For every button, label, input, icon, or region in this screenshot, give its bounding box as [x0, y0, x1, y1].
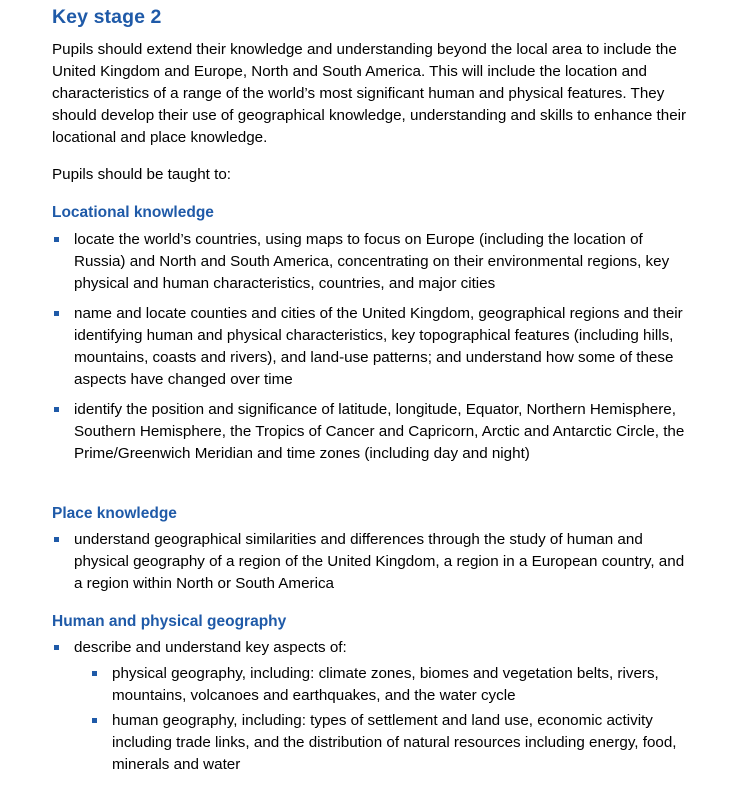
list-item-text: describe and understand key aspects of: [74, 639, 347, 656]
sub-list-item [90, 663, 702, 707]
list-item [52, 637, 692, 776]
square-bullet-icon [54, 537, 59, 542]
list-item [52, 303, 692, 391]
list-item [52, 529, 692, 595]
square-bullet-icon [54, 645, 59, 650]
list-item-text: locate the world’s countries, using maps to focus on Europe (including the location of Russia) and North and South America, concentrating on their environmental regions, key physical and human characteristics, countries, and major cities [74, 231, 670, 292]
list-item-text: name and locate counties and cities of the United Kingdom, geographical regions and their identifying human and physical characteristics, key topographical features (including hills, mountains, coasts and rivers), and land-use patterns; and understand how some of these aspects have changed over time [74, 305, 683, 388]
square-bullet-icon [92, 671, 97, 676]
taught-paragraph: Pupils should be taught to: [52, 166, 232, 183]
list-item-text: understand geographical similarities and differences through the study of human and physical geography of a region of the United Kingdom, a region in a European country, and a region within North or South America [74, 531, 685, 592]
list-item-text: identify the position and significance of latitude, longitude, Equator, Northern Hemisphere, Southern Hemisphere, the Tropics of Cancer and Capricorn, Arctic and Antarctic Circle, the Prime/Greenwich Meridian and time zones (including day and night) [74, 401, 685, 462]
sub-list-item-text: human geography, including: types of settlement and land use, economic activity including trade links, and the distribution of natural resources including energy, food, minerals and water [112, 712, 677, 773]
human-physical-geography-list [52, 637, 692, 784]
page-title: Key stage 2 [52, 6, 162, 28]
locational-knowledge-list [52, 229, 692, 473]
sub-list-item-text: physical geography, including: climate zones, biomes and vegetation belts, rivers, mountains, volcanoes and earthquakes, and the water cycle [112, 665, 659, 704]
sub-list [90, 663, 702, 776]
section-heading-place-knowledge: Place knowledge [52, 505, 177, 522]
list-item [52, 399, 692, 465]
square-bullet-icon [54, 407, 59, 412]
section-heading-human-and-physical-geography: Human and physical geography [52, 613, 287, 630]
square-bullet-icon [54, 237, 59, 242]
intro-paragraph: Pupils should extend their knowledge and understanding beyond the local area to include the United Kingdom and Europe, North and South America. This will include the location and characteristics of a range of the world’s most significant human and physical features. They should develop their use of geographical knowledge, understanding and skills to enhance their locational and place knowledge. [52, 41, 687, 146]
place-knowledge-list [52, 529, 692, 603]
section-heading-locational-knowledge: Locational knowledge [52, 204, 214, 221]
square-bullet-icon [54, 311, 59, 316]
sub-list-item [90, 710, 702, 776]
list-item [52, 229, 692, 295]
square-bullet-icon [92, 718, 97, 723]
